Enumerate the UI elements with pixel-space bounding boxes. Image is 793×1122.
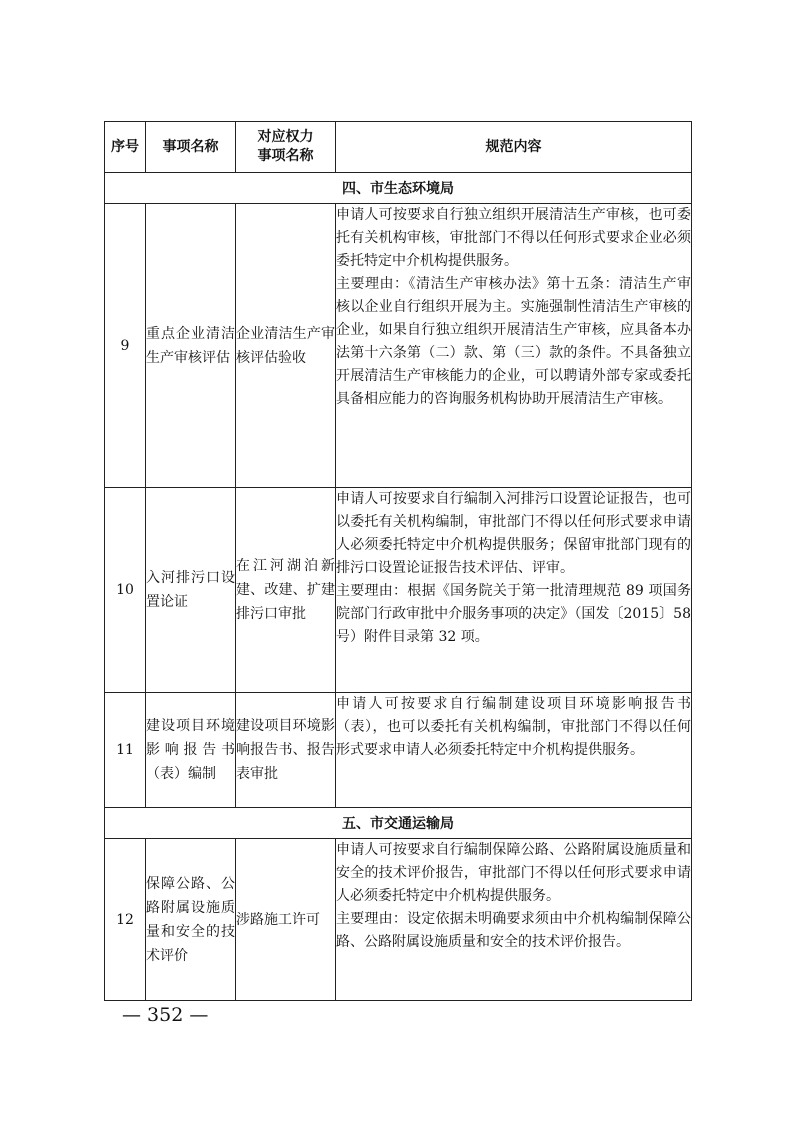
header-power-line2: 事项名称 xyxy=(257,148,314,164)
row-content-paragraph: 申请人可按要求自行独立组织开展清洁生产审核，也可委托有关机构审核，审批部门不得以任何形式要求企业必须委托特定中介机构提供服务。 xyxy=(336,207,691,269)
section-title: 四、市生态环境局 xyxy=(105,173,692,204)
row-name: 重点企业清洁生产审核评估 xyxy=(146,204,236,488)
header-name: 事项名称 xyxy=(146,122,236,173)
row-name: 入河排污口设置论证 xyxy=(146,488,236,693)
section-row xyxy=(105,808,692,839)
header-row xyxy=(105,122,692,173)
row-power: 在江河湖泊新建、改建、扩建排污口审批 xyxy=(236,488,336,693)
header-power xyxy=(236,122,336,173)
table-row xyxy=(105,693,692,808)
row-name: 建设项目环境影响报告书（表）编制 xyxy=(146,693,236,808)
row-seq: 12 xyxy=(105,839,146,1001)
row-content-paragraph: 主要理由：设定依据未明确要求须由中介机构编制保障公路、公路附属设施质量和安全的技术评价报告。 xyxy=(336,911,691,950)
row-seq: 9 xyxy=(105,204,146,488)
page-number: — 352 — xyxy=(122,1004,209,1026)
section-row xyxy=(105,173,692,204)
section-title: 五、市交通运输局 xyxy=(105,808,692,839)
row-name: 保障公路、公路附属设施质量和安全的技术评价 xyxy=(146,839,236,1001)
row-content-paragraph: 主要理由：根据《国务院关于第一批清理规范 89 项国务院部门行政审批中介服务事项的决定》（国发〔2015〕58 号）附件目录第 32 项。 xyxy=(336,583,691,645)
table-row xyxy=(105,839,692,1001)
row-power: 涉路施工许可 xyxy=(236,839,336,1001)
row-content xyxy=(336,488,692,693)
items-table xyxy=(104,121,692,1001)
row-content-paragraph: 申请人可按要求自行编制保障公路、公路附属设施质量和安全的技术评价报告，审批部门不得以任何形式要求申请人必须委托特定中介机构提供服务。 xyxy=(336,842,691,904)
row-content-paragraph: 申请人可按要求自行编制入河排污口设置论证报告，也可以委托有关机构编制，审批部门不得以任何形式要求申请人必须委托特定中介机构提供服务；保留审批部门现有的排污口设置论证报告技术评估、评审。 xyxy=(336,491,691,576)
header-seq: 序号 xyxy=(105,122,146,173)
row-content-paragraph: 主要理由：《清洁生产审核办法》第十五条：清洁生产审核以企业自行组织开展为主。实施强制性清洁生产审核的企业，如果自行独立组织开展清洁生产审核，应具备本办法第十六条第（二）款、第（三）款的条件。不具备独立开展清洁生产审核能力的企业，可以聘请外部专家或委托具备相应能力的咨询服务机构协助开展清洁生产审核。 xyxy=(336,276,691,407)
row-power: 建设项目环境影响报告书、报告表审批 xyxy=(236,693,336,808)
header-content: 规范内容 xyxy=(336,122,692,173)
row-content xyxy=(336,839,692,1001)
row-content-paragraph: 申请人可按要求自行编制建设项目环境影响报告书（表），也可以委托有关机构编制，审批部门不得以任何形式要求申请人必须委托特定中介机构提供服务。 xyxy=(336,696,691,758)
row-seq: 11 xyxy=(105,693,146,808)
row-seq: 10 xyxy=(105,488,146,693)
row-content xyxy=(336,204,692,488)
table-row xyxy=(105,204,692,488)
table-row xyxy=(105,488,692,693)
row-content xyxy=(336,693,692,808)
header-power-line1: 对应权力 xyxy=(257,129,314,145)
row-power: 企业清洁生产审核评估验收 xyxy=(236,204,336,488)
